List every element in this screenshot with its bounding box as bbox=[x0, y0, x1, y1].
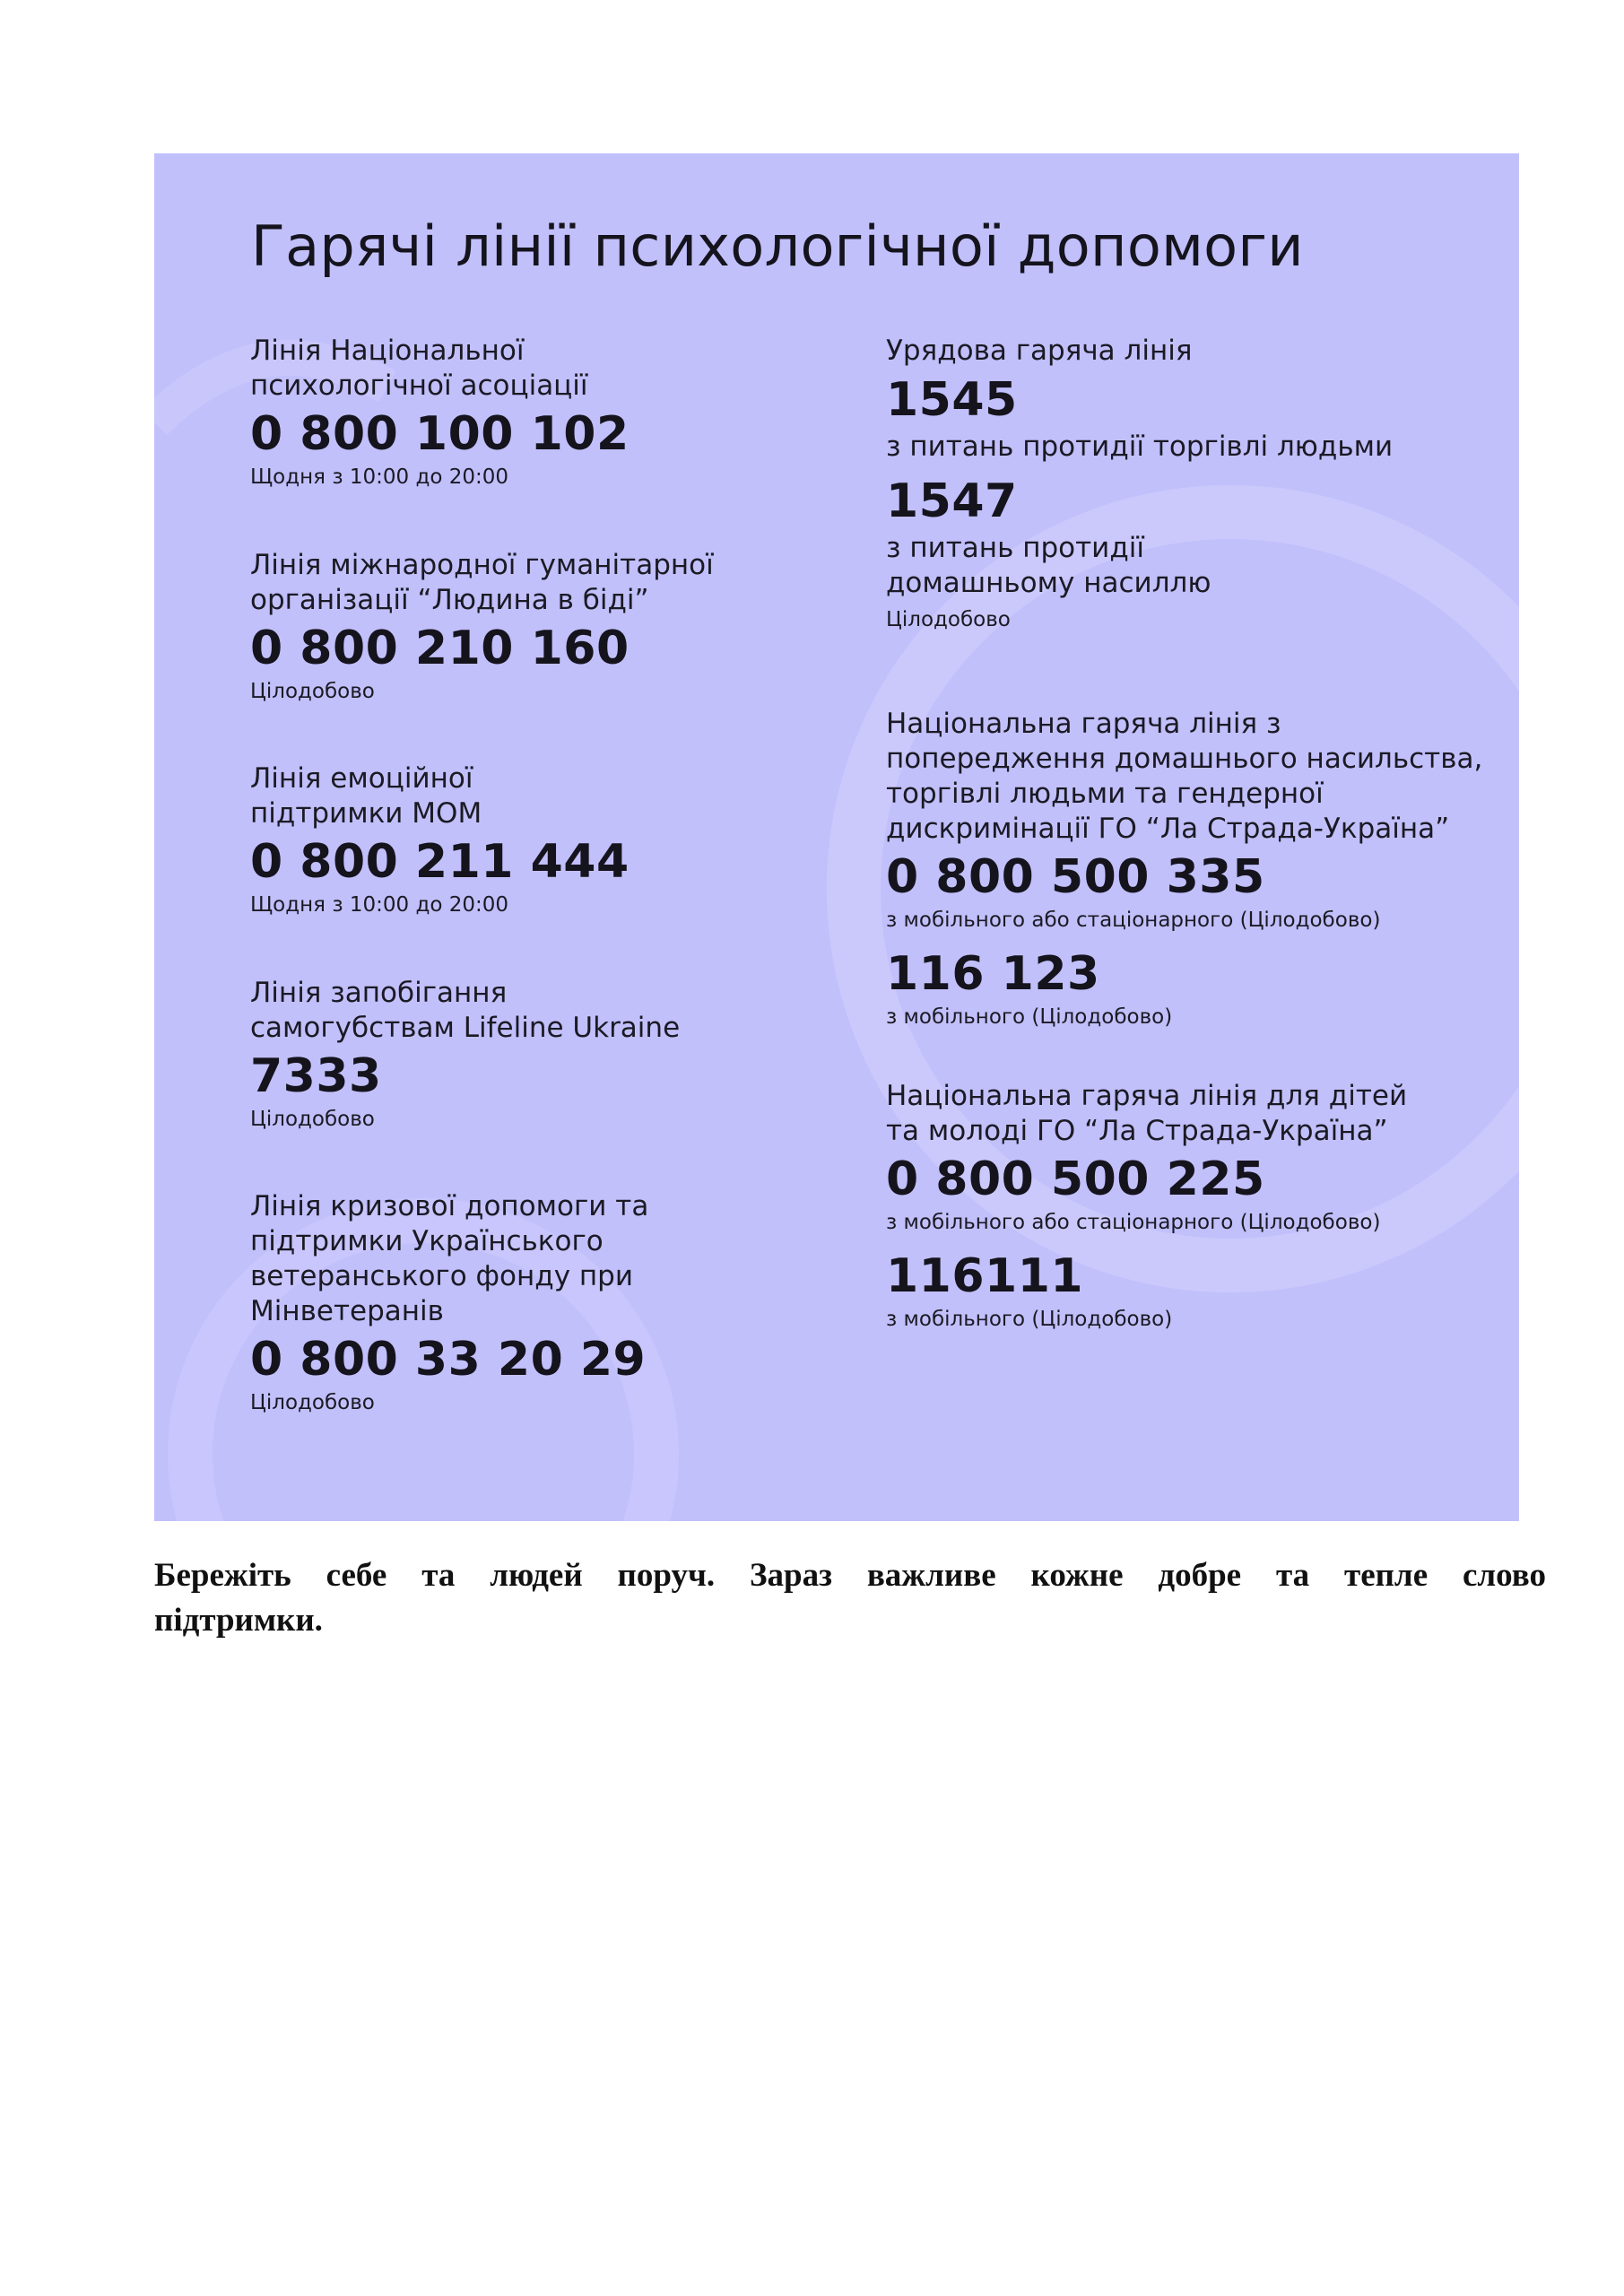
support-caption bbox=[154, 1553, 1546, 1643]
hotline-national-psych-association bbox=[250, 334, 630, 491]
hotline-label: Урядова гаряча лінія bbox=[886, 335, 1193, 367]
hotline-phone-number[interactable]: 116111 bbox=[886, 1249, 1084, 1303]
hotline-hours-note: Цілодобово bbox=[250, 680, 375, 703]
hotline-phone-number[interactable]: 0 800 500 335 bbox=[886, 850, 1265, 904]
hotline-people-in-need bbox=[250, 548, 714, 705]
hotline-phone-number[interactable]: 0 800 211 444 bbox=[250, 835, 630, 889]
hotline-description: з питань протидії bbox=[886, 532, 1144, 564]
hotline-lifeline-ukraine bbox=[250, 976, 680, 1133]
hotline-phone-number[interactable]: 116 123 bbox=[886, 947, 1100, 1001]
hotline-label-line: Національна гаряча лінія для дітей bbox=[886, 1080, 1408, 1112]
hotline-label-line: підтримки Українського bbox=[250, 1225, 604, 1257]
hotline-hours-note: Цілодобово bbox=[250, 1391, 375, 1414]
hotline-description: домашньому насиллю bbox=[886, 567, 1211, 599]
hotline-label-line: Національна гаряча лінія з bbox=[886, 708, 1281, 740]
hotline-label-line: організації “Людина в біді” bbox=[250, 584, 649, 616]
hotline-hours-note: Щодня з 10:00 до 20:00 bbox=[250, 465, 509, 489]
hotline-label-line: самогубствам Lifeline Ukraine bbox=[250, 1012, 681, 1044]
hotline-hours-note: Щодня з 10:00 до 20:00 bbox=[250, 893, 509, 917]
card-title: Гарячі лінії психологічної допомоги bbox=[251, 213, 1304, 279]
hotline-la-strada-children bbox=[886, 1079, 1407, 1333]
hotline-label-line: ветеранського фонду при bbox=[250, 1260, 633, 1292]
hotline-label-line: Лінія міжнародної гуманітарної bbox=[250, 549, 714, 581]
hotline-phone-number[interactable]: 1547 bbox=[886, 474, 1018, 528]
hotline-label-line: торгівлі людьми та гендерної bbox=[886, 778, 1324, 810]
caption-line: Бережіть себе та людей поруч. Зараз важливе кожне добре та тепле слово bbox=[154, 1557, 1546, 1594]
hotline-label-line: Лінія кризової допомоги та bbox=[250, 1190, 649, 1222]
hotline-hours-note: з мобільного або стаціонарного (Цілодобово) bbox=[886, 909, 1381, 932]
caption-line: підтримки. bbox=[154, 1602, 323, 1639]
hotline-phone-number[interactable]: 0 800 33 20 29 bbox=[250, 1333, 647, 1387]
hotline-label-line: психологічної асоціації bbox=[250, 370, 588, 402]
hotline-phone-number[interactable]: 0 800 100 102 bbox=[250, 407, 630, 461]
hotline-label-line: та молоді ГО “Ла Страда-Україна” bbox=[886, 1115, 1388, 1147]
hotline-label-line: Лінія емоційної bbox=[250, 762, 473, 795]
hotline-phone-number[interactable]: 1545 bbox=[886, 373, 1018, 427]
hotline-phone-number[interactable]: 0 800 500 225 bbox=[886, 1152, 1265, 1206]
hotline-label-line: дискримінації ГО “Ла Страда-Україна” bbox=[886, 813, 1450, 845]
hotline-hours-note: з мобільного (Цілодобово) bbox=[886, 1005, 1173, 1029]
hotline-iom-emotional-support bbox=[250, 761, 630, 918]
hotline-label-line: Лінія Національної bbox=[250, 335, 525, 367]
hotline-government bbox=[886, 334, 1393, 633]
hotline-label-line: Мінветеранів bbox=[250, 1295, 444, 1327]
hotline-label-line: підтримки МОМ bbox=[250, 797, 482, 830]
hotline-label-line: попередження домашнього насильства, bbox=[886, 743, 1483, 775]
hotlines-card bbox=[154, 153, 1519, 1521]
hotline-veterans-fund bbox=[250, 1189, 648, 1416]
hotline-la-strada-violence bbox=[886, 707, 1482, 1031]
hotline-phone-number[interactable]: 7333 bbox=[250, 1049, 382, 1103]
hotline-description: з питань протидії торгівлі людьми bbox=[886, 430, 1394, 463]
hotline-hours-note: з мобільного (Цілодобово) bbox=[886, 1308, 1173, 1331]
hotline-hours-note: з мобільного або стаціонарного (Цілодобово) bbox=[886, 1211, 1381, 1234]
hotline-hours-note: Цілодобово bbox=[250, 1108, 375, 1131]
hotline-phone-number[interactable]: 0 800 210 160 bbox=[250, 622, 630, 675]
hotline-hours-note: Цілодобово bbox=[886, 608, 1011, 631]
hotline-label-line: Лінія запобігання bbox=[250, 977, 508, 1009]
